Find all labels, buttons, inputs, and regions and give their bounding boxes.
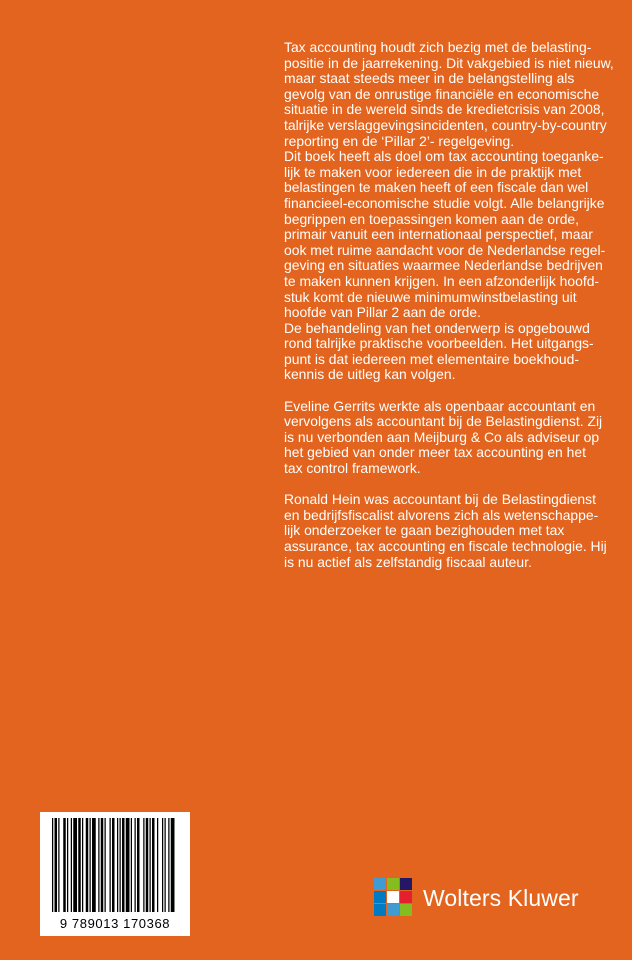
text-line: positie in de jaarrekening. Dit vakgebied is niet nieuw, xyxy=(284,54,614,71)
text-line: gevolg van de onrustige financiële en economische xyxy=(284,85,600,102)
text-line: vervolgens als accountant bij de Belastingdienst. Zij xyxy=(284,413,603,430)
barcode-bar xyxy=(82,818,83,912)
text-line: kennis de uitleg kan volgen. xyxy=(284,366,456,383)
barcode-bar xyxy=(120,818,121,912)
isbn-number: 9 789013 170368 xyxy=(59,916,171,931)
barcode-bar xyxy=(143,818,144,912)
barcode-bar xyxy=(90,818,91,912)
text-line: Tax accounting houdt zich bezig met de belasting- xyxy=(284,39,592,55)
text-line: stuk komt de nieuwe minimumwinstbelasting uit xyxy=(284,288,577,305)
barcode-bar xyxy=(135,818,136,912)
barcode-bar xyxy=(52,818,53,912)
text-line: punt is dat iedereen met elementaire boekhoud- xyxy=(284,350,579,367)
barcode-bar xyxy=(110,818,111,912)
text-line: Eveline Gerrits werkte als openbaar accountant en xyxy=(284,397,596,414)
text-line: assurance, tax accounting en fiscale technologie. Hij xyxy=(284,538,607,554)
barcode-bar xyxy=(71,818,72,912)
barcode-bar xyxy=(101,818,104,912)
barcode-bar xyxy=(165,818,166,912)
text-line: belastingen te maken heeft of een fiscale dan wel xyxy=(284,179,589,196)
text-line: lijk te maken voor iedereen die in de praktijk met xyxy=(284,163,582,180)
barcode-bar xyxy=(122,818,125,912)
text-line: primair vanuit een internationaal perspectief, maar xyxy=(284,226,593,243)
paragraph-gap xyxy=(284,477,614,493)
barcode-bar xyxy=(98,818,99,912)
text-line: lijk onderzoeker te gaan bezighouden met tax xyxy=(284,522,565,539)
barcode-bar xyxy=(73,818,77,912)
text-line: reporting en de ‘Pillar 2’- regelgeving. xyxy=(284,132,515,149)
text-line: het gebied van onder meer tax accounting en het xyxy=(284,444,586,461)
text-line: tax control framework. xyxy=(284,460,421,477)
barcode-bar xyxy=(86,818,89,912)
barcode-bar xyxy=(137,818,140,912)
text-line: geving en situaties waarmee Nederlandse bedrijven xyxy=(284,257,603,274)
barcode-bar xyxy=(92,818,96,912)
barcode-bar xyxy=(157,818,158,912)
barcode-bar xyxy=(168,818,169,912)
barcode-bar xyxy=(150,818,151,912)
barcode-bar xyxy=(105,818,106,912)
text-line: ook met ruime aandacht voor de Nederlandse regel- xyxy=(284,241,606,258)
barcode-bar xyxy=(58,818,59,912)
barcode-bar xyxy=(152,818,155,912)
publisher-name: Wolters Kluwer xyxy=(423,885,579,911)
barcode-bar xyxy=(112,818,115,912)
text-line: en bedrijfsfiscalist alvorens zich als wetenschappe- xyxy=(284,506,599,523)
blurb-text xyxy=(284,40,614,570)
barcode-bar xyxy=(131,818,132,912)
text-line: is nu actief als zelfstandig fiscaal auteur. xyxy=(284,553,532,570)
text-line: te maken kunnen krijgen. In een afzonderlijk hoofd- xyxy=(284,272,600,289)
barcode-bar xyxy=(146,818,149,912)
barcode-bar xyxy=(67,818,68,912)
barcode-bar xyxy=(63,818,66,912)
text-line: Dit boek heeft als doel om tax accounting toeganke- xyxy=(284,148,604,165)
text-line: talrijke verslaggevingsincidenten, country-by-country xyxy=(284,116,607,133)
description-paragraph xyxy=(284,40,614,383)
isbn-barcode xyxy=(40,812,190,936)
author-bio-gerrits xyxy=(284,399,614,477)
author-bio-hein xyxy=(284,492,614,570)
text-line: begrippen en toepassingen komen aan de orde, xyxy=(284,210,580,227)
text-line: situatie in de wereld sinds de kredietcrisis van 2008, xyxy=(284,101,605,118)
barcode-bar xyxy=(126,818,130,912)
text-line: hoofde van Pillar 2 aan de orde. xyxy=(284,304,481,321)
text-line: Ronald Hein was accountant bij de Belastingdienst xyxy=(284,491,596,508)
text-line: is nu verbonden aan Meijburg & Co als adviseur op xyxy=(284,428,600,445)
barcode-bar xyxy=(117,818,118,912)
text-line: maar staat steeds meer in de belangstelling als xyxy=(284,70,575,87)
barcode-bar xyxy=(162,818,163,912)
wolters-kluwer-logo-icon xyxy=(373,877,413,917)
text-line: De behandeling van het onderwerp is opgebouwd xyxy=(284,319,590,336)
paragraph-gap xyxy=(284,383,614,399)
publisher-logo xyxy=(373,873,603,919)
text-line: financieel-economische studie volgt. Alle belangrijke xyxy=(284,194,605,211)
barcode-bar xyxy=(55,818,58,912)
barcode-bar xyxy=(171,818,175,912)
text-line: rond talrijke praktische voorbeelden. Het uitgangs- xyxy=(284,335,594,352)
barcode-bar xyxy=(78,818,81,912)
